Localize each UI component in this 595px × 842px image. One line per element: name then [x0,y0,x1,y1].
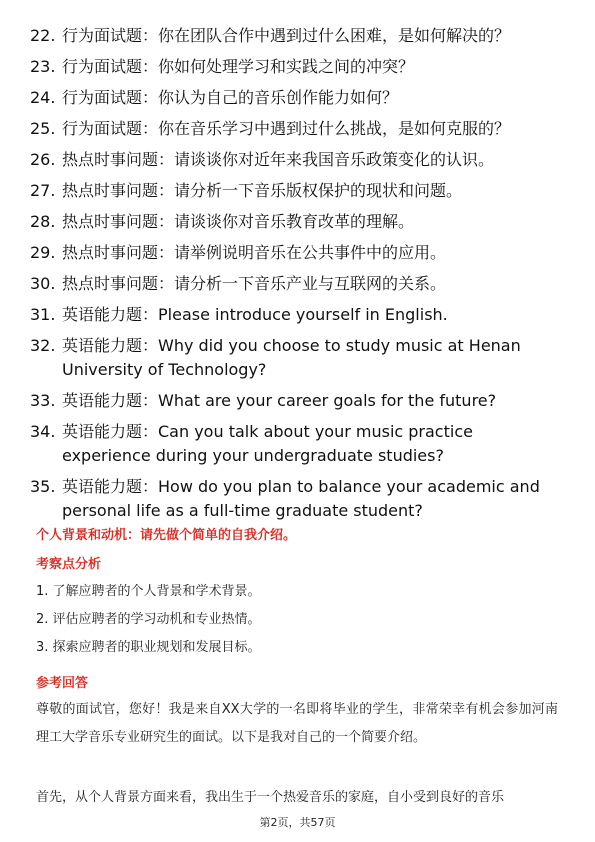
question-text: 英语能力题：How do you plan to balance your academic and personal life as a full-time graduate student? [62,477,540,520]
list-item [30,389,565,413]
question-number: 29. [30,243,56,262]
question-number: 28. [30,212,56,231]
question-text: 英语能力题：Why did you choose to study music at Henan University of Technology? [62,336,521,379]
list-item [30,117,565,141]
list-item [30,24,565,48]
question-number: 24. [30,88,56,107]
list-item [30,272,565,296]
question-text: 行为面试题：你如何处理学习和实践之间的冲突？ [62,57,415,76]
question-number: 25. [30,119,56,138]
list-item [30,55,565,79]
question-number: 23. [30,57,56,76]
question-text: 热点时事问题：请分析一下音乐产业与互联网的关系。 [62,274,447,293]
question-number: 30. [30,274,56,293]
question-text: 行为面试题：你在团队合作中遇到过什么困难，是如何解决的？ [62,26,511,45]
list-item [30,475,565,523]
question-text: 热点时事问题：请举例说明音乐在公共事件中的应用。 [62,243,447,262]
analysis-point: 2. 评估应聘者的学习动机和专业热情。 [36,612,261,627]
question-number: 32. [30,336,56,355]
question-number: 35. [30,477,56,496]
reference-heading: 参考回答 [36,676,89,691]
analysis-point: 1. 了解应聘者的个人背景和学术背景。 [36,584,261,599]
question-text: 英语能力题：What are your career goals for the future? [62,391,497,410]
list-item [30,334,565,382]
reference-paragraph: 首先，从个人背景方面来看，我出生于一个热爱音乐的家庭，自小受到良好的音乐 [36,790,505,805]
list-item [30,148,565,172]
list-item [30,303,565,327]
question-number: 34. [30,422,56,441]
question-list [30,24,565,530]
question-text: 热点时事问题：请谈谈你对近年来我国音乐政策变化的认识。 [62,150,495,169]
list-item [30,420,565,468]
analysis-heading: 考察点分析 [36,557,102,572]
question-number: 31. [30,305,56,324]
reference-paragraph: 尊敬的面试官，您好！我是来自XX大学的一名即将毕业的学生，非常荣幸有机会参加河南理工大学音乐专业研究生的面试。以下是我对自己的一个简要介绍。 [36,702,558,745]
question-text: 行为面试题：你认为自己的音乐创作能力如何？ [62,88,399,107]
list-item [30,179,565,203]
list-item [30,210,565,234]
question-text: 行为面试题：你在音乐学习中遇到过什么挑战，是如何克服的？ [62,119,511,138]
section-title: 个人背景和动机：请先做个简单的自我介绍。 [36,528,297,543]
list-item [30,86,565,110]
analysis-point: 3. 探索应聘者的职业规划和发展目标。 [36,640,261,655]
list-item [30,241,565,265]
page-footer: 第2页，共57页 [259,816,336,829]
question-number: 27. [30,181,56,200]
question-number: 26. [30,150,56,169]
question-text: 英语能力题：Please introduce yourself in English. [62,305,448,324]
question-text: 英语能力题：Can you talk about your music practice experience during your undergraduate studies? [62,422,473,465]
question-text: 热点时事问题：请谈谈你对音乐教育改革的理解。 [62,212,415,231]
question-number: 22. [30,26,56,45]
question-number: 33. [30,391,56,410]
question-text: 热点时事问题：请分析一下音乐版权保护的现状和问题。 [62,181,463,200]
